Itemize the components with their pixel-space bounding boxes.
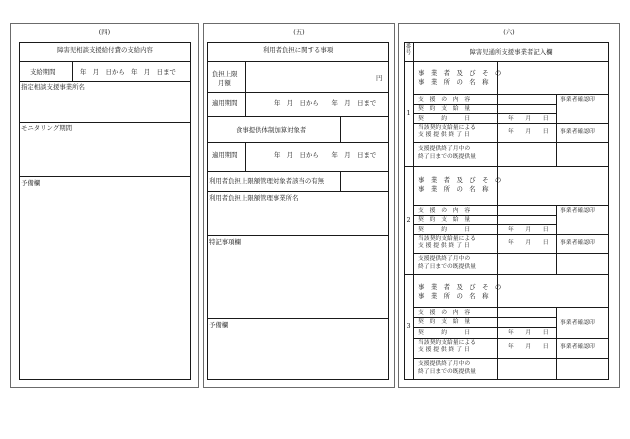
yen-unit: 円 (376, 74, 383, 82)
divider (413, 338, 609, 339)
applicable-period-value-2: 年 月 日から 年 月 日まで (274, 151, 377, 159)
end-date-value-2: 年 月 日 (508, 240, 549, 246)
block-divider (404, 166, 609, 167)
contract-date-value-1: 年 月 日 (508, 116, 549, 122)
reserve-label: 予備欄 (21, 179, 41, 187)
reserve-label: 予備欄 (209, 321, 229, 329)
divider (413, 317, 556, 318)
remaining-1a: 支援提供終了月中の (418, 146, 471, 152)
support-content-3: 支 援 の 内 容 (418, 310, 471, 316)
divider (245, 142, 246, 171)
divider (556, 94, 557, 166)
support-period-label: 支給期間 (30, 68, 56, 76)
provider-name-label: 指定相談支援事業所名 (21, 83, 85, 91)
divider (340, 116, 341, 142)
divider (19, 81, 191, 82)
block-divider (404, 274, 609, 275)
provider-name-2a: 事 業 者 及 び そ の (418, 176, 504, 184)
contract-date-3: 契 約 日 (418, 330, 471, 336)
divider (19, 122, 191, 123)
panel-4-label: (四) (98, 28, 111, 36)
divider (413, 224, 556, 225)
end-date-value-1: 年 月 日 (508, 129, 549, 135)
end-date-2a: 当該契約支給量による (418, 236, 476, 242)
divider (19, 61, 191, 62)
divider (413, 253, 609, 254)
confirm-stamp-3: 事業者確認印 (560, 320, 595, 326)
row-number-2: 2 (406, 216, 411, 224)
divider (207, 318, 389, 319)
panel-5-label: (五) (293, 28, 305, 36)
confirm-stamp-1b: 事業者確認印 (560, 129, 595, 135)
panel-6-title: 障害児通所支援事業者記入欄 (469, 48, 553, 56)
confirm-stamp-2: 事業者確認印 (560, 208, 595, 214)
divider (556, 205, 557, 274)
panel-4-box (19, 42, 191, 380)
provider-name-1b: 事 業 所 の 名 称 (418, 78, 491, 86)
support-period-value: 年 月 日から 年 月 日まで (80, 68, 176, 76)
divider (556, 307, 557, 380)
monitoring-period-label: モニタリング期間 (21, 124, 72, 132)
contract-amount-2: 契 約 支 給 量 (418, 217, 471, 223)
end-date-value-3: 年 月 日 (508, 344, 549, 350)
divider (413, 358, 609, 359)
divider (19, 176, 191, 177)
special-notes-label: 特記事項欄 (209, 238, 241, 246)
remaining-3a: 支援提供終了月中の (418, 361, 471, 367)
divider (207, 92, 389, 93)
contract-date-2: 契 約 日 (418, 227, 471, 233)
remaining-1b: 終了日までの既提供量 (418, 154, 476, 160)
remaining-2a: 支援提供終了月中の (418, 256, 471, 262)
divider (207, 191, 389, 192)
end-date-3b: 支 援 提 供 終 了 日 (418, 347, 470, 353)
divider (207, 142, 389, 143)
divider (340, 171, 341, 191)
confirm-stamp-1: 事業者確認印 (560, 97, 595, 103)
applicable-period-label-1: 適用期間 (212, 99, 238, 107)
contract-date-1: 契 約 日 (418, 116, 471, 122)
row-number-3: 3 (406, 322, 411, 330)
divider (413, 234, 609, 235)
divider (413, 205, 609, 206)
contract-date-value-2: 年 月 日 (508, 227, 549, 233)
divider (413, 113, 556, 114)
end-date-1b: 支 援 提 供 終 了 日 (418, 132, 470, 138)
end-date-1a: 当該契約支給量による (418, 125, 476, 131)
end-date-2b: 支 援 提 供 終 了 日 (418, 243, 470, 249)
contract-date-value-3: 年 月 日 (508, 330, 549, 336)
provider-name-3a: 事 業 者 及 び そ の (418, 283, 504, 291)
mgmt-target-label: 利用者負担上限額管理対象者該当の有無 (209, 177, 325, 185)
divider (413, 307, 609, 308)
divider (245, 92, 246, 116)
number-column-divider (413, 42, 414, 380)
divider (413, 123, 609, 124)
mgmt-office-label: 利用者負担上限額管理事業所名 (209, 194, 299, 202)
provider-name-1a: 事 業 者 及 び そ の (418, 69, 504, 77)
divider (207, 116, 389, 117)
divider (404, 61, 609, 62)
remaining-3b: 終了日までの既提供量 (418, 369, 476, 375)
contract-amount-1: 契 約 支 給 量 (418, 106, 471, 112)
divider (413, 215, 556, 216)
burden-cap-label-1: 負担上限 (212, 70, 238, 78)
provider-name-2b: 事 業 所 の 名 称 (418, 185, 491, 193)
panel-6-label: (六) (503, 28, 515, 36)
panel-5-title: 利用者負担に関する事項 (262, 46, 334, 54)
applicable-period-value-1: 年 月 日から 年 月 日まで (274, 99, 377, 107)
applicable-period-label-2: 適用期間 (212, 151, 238, 159)
row-number-1: 1 (406, 109, 411, 117)
burden-cap-label-2: 月額 (218, 79, 231, 87)
end-date-3a: 当該契約支給量による (418, 340, 476, 346)
support-content-2: 支 援 の 内 容 (418, 208, 471, 214)
remaining-2b: 終了日までの既提供量 (418, 264, 476, 270)
divider (207, 235, 389, 236)
divider (413, 94, 609, 95)
contract-amount-3: 契 約 支 給 量 (418, 319, 471, 325)
divider (207, 171, 389, 172)
provider-name-3b: 事 業 所 の 名 称 (418, 292, 491, 300)
divider (72, 61, 73, 81)
divider (413, 327, 556, 328)
divider (245, 61, 246, 92)
divider (207, 61, 389, 62)
confirm-stamp-2b: 事業者確認印 (560, 240, 595, 246)
divider (413, 142, 609, 143)
divider (413, 104, 556, 105)
meal-addition-label: 食事提供体制加算対象者 (236, 126, 307, 134)
divider (497, 166, 498, 274)
confirm-stamp-3b: 事業者確認印 (560, 344, 595, 350)
number-header: 番号 (405, 44, 412, 56)
support-content-1: 支 援 の 内 容 (418, 97, 471, 103)
panel-4-title: 障害児相談支援給付費の支給内容 (57, 46, 153, 54)
